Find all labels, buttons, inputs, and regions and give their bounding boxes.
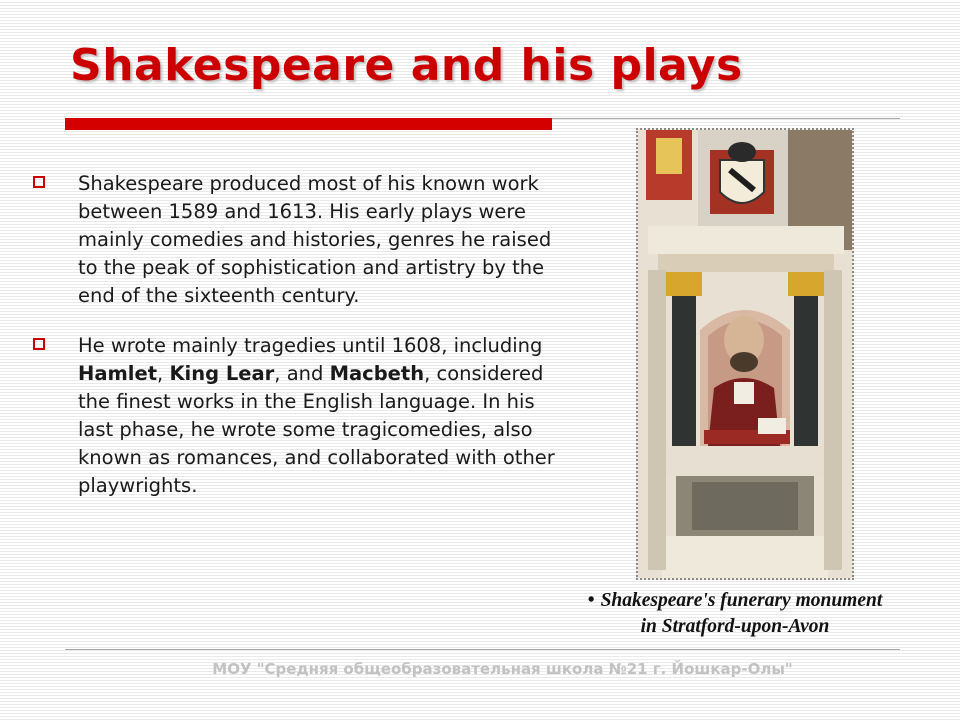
funerary-monument-photo — [636, 128, 854, 580]
footer-school-name: МОУ "Средняя общеобразовательная школа №21 г. Йошкар-Олы" — [212, 660, 793, 678]
bullet-text-2-sep1: , — [157, 362, 170, 385]
bullet-text-1: Shakespeare produced most of his known work between 1589 and 1613. His early plays were mainly comedies and histories, genres he raised to the peak of sophistication and artistry by the end of the sixteenth century. — [78, 172, 552, 307]
play-title-king-lear: King Lear — [169, 362, 275, 385]
hollow-square-bullet-icon — [33, 338, 45, 350]
bullet-item-1 — [30, 170, 558, 310]
caption-bullet: • — [587, 590, 595, 611]
bullet-text-2-sep2: , and — [274, 362, 330, 385]
monument-illustration — [638, 130, 852, 578]
photo-caption — [540, 588, 930, 640]
slide-title: Shakespeare and his plays — [70, 40, 743, 91]
title-divider-line — [552, 118, 900, 119]
footer-divider-line — [65, 649, 900, 650]
caption-line-1-text: Shakespeare's funerary monument — [600, 590, 883, 611]
hollow-square-bullet-icon — [33, 176, 45, 188]
play-title-hamlet: Hamlet — [78, 362, 158, 385]
caption-line-2: in Stratford-upon-Avon — [640, 616, 830, 637]
bullet-text-2-intro: He wrote mainly tragedies until 1608, including — [78, 334, 543, 357]
bullet-item-2 — [30, 332, 558, 500]
caption-line-1 — [540, 588, 930, 614]
bullet-list — [30, 170, 558, 522]
title-accent-bar — [65, 118, 552, 130]
play-title-macbeth: Macbeth — [329, 362, 425, 385]
bullet-text-2-rest: , considered the finest works in the English language. In his last phase, he wrote some tragicomedies, also known as romances, and collaborated with other playwrights. — [78, 362, 555, 497]
